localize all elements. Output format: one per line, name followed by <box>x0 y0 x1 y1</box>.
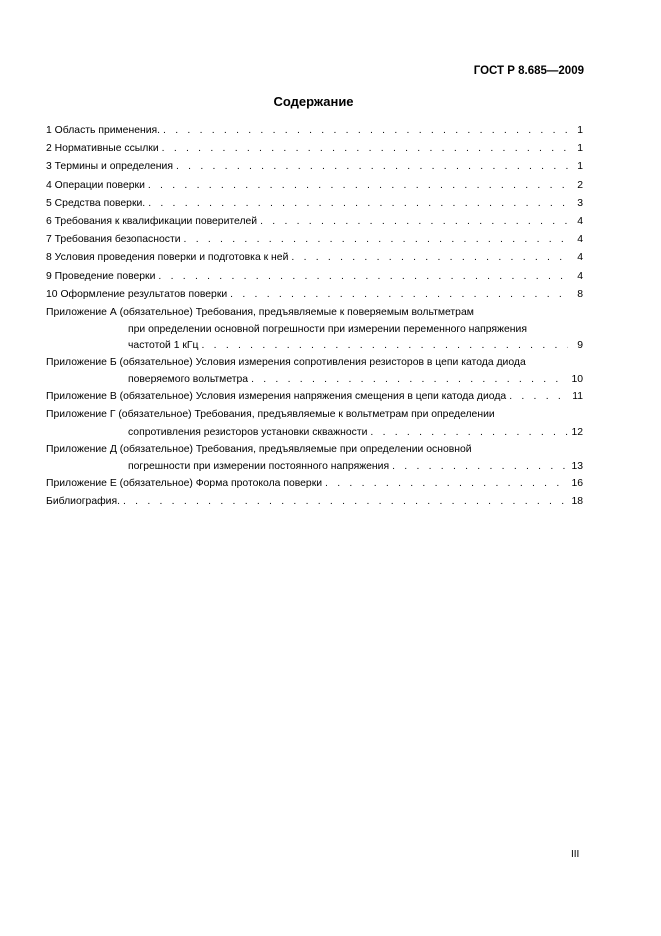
toc-leader-dots <box>392 459 568 475</box>
toc-title: Содержание <box>273 94 354 109</box>
toc-page-number: 4 <box>577 215 583 227</box>
toc-leader-dots <box>230 286 568 304</box>
toc-leader-dots <box>176 158 568 176</box>
toc-entry-text: Приложение А (обязательное) Требования, предъявляемые к поверяемым вольтметрам <box>46 306 474 318</box>
toc-leader-dots <box>201 338 568 354</box>
toc-entry-text: Приложение В (обязательное) Условия измерения напряжения смещения в цепи катода диода <box>46 391 507 403</box>
toc-leader-dots <box>509 388 568 406</box>
toc-leader-dots <box>163 122 568 140</box>
page-number: III <box>571 849 580 860</box>
toc-entry <box>46 213 583 231</box>
toc-leader-dots <box>291 249 568 267</box>
toc-page-number: 1 <box>577 143 583 155</box>
toc-leader-dots <box>370 425 568 441</box>
toc-entry <box>46 249 583 267</box>
toc-entry <box>46 441 583 475</box>
toc-entry <box>46 140 583 158</box>
toc-entry-text: 7 Требования безопасности <box>46 234 181 246</box>
toc-leader-dots <box>148 195 568 213</box>
toc-page-number: 18 <box>571 496 583 507</box>
toc-leader-dots <box>260 213 568 231</box>
toc-entry <box>46 406 583 440</box>
toc-page-number: 8 <box>577 288 583 300</box>
toc-entry-text: сопротивления резисторов установки скважности <box>128 426 368 438</box>
toc-entry <box>46 158 583 176</box>
toc-entry <box>46 286 583 304</box>
toc-entry <box>46 231 583 249</box>
toc-page-number: 16 <box>571 477 583 489</box>
toc-page-number: 12 <box>571 426 583 438</box>
toc-entry-text: 10 Оформление результатов поверки <box>46 288 228 300</box>
document-code: ГОСТ Р 8.685—2009 <box>473 65 584 77</box>
toc-entry <box>46 493 583 511</box>
toc-entry <box>46 354 583 388</box>
toc-entry <box>46 195 583 213</box>
toc-entry <box>46 122 583 140</box>
toc-entry-text: Приложение Е (обязательное) Форма протокола поверки <box>46 477 323 489</box>
toc-entry <box>46 388 583 406</box>
toc-entry <box>46 475 583 493</box>
toc-entry-text: Приложение Д (обязательное) Требования, предъявляемые при определении основной <box>46 443 472 455</box>
toc-page-number: 4 <box>577 252 583 264</box>
toc-entry-text: частотой 1 кГц <box>128 340 199 352</box>
toc-page-number: 1 <box>577 161 583 173</box>
toc-entry-text: погрешности при измерении постоянного напряжения <box>128 460 390 472</box>
toc-page-number: 4 <box>577 234 583 246</box>
toc-entry-text: Библиография. <box>46 496 120 507</box>
toc-page-number: 2 <box>577 179 583 191</box>
toc-leader-dots <box>148 177 568 195</box>
toc-entry-text: 4 Операции поверки <box>46 179 145 191</box>
toc-entry-text: 9 Проведение поверки <box>46 270 156 282</box>
toc-entry-text: Приложение Г (обязательное) Требования, предъявляемые к вольтметрам при определении <box>46 409 495 421</box>
toc-entry-text: при определении основной погрешности при измерении переменного напряжения <box>128 324 527 336</box>
toc-entry-text: Приложение Б (обязательное) Условия измерения сопротивления резисторов в цепи катода диода <box>46 357 526 369</box>
toc-entry-text: 1 Область применения. <box>46 125 161 136</box>
toc-leader-dots <box>184 231 568 249</box>
toc-entry-text: поверяемого вольтметра <box>128 374 249 386</box>
toc-page-number: 11 <box>572 391 583 403</box>
toc-page-number: 9 <box>577 340 583 352</box>
toc-entry <box>46 268 583 286</box>
toc-leader-dots <box>158 268 568 286</box>
toc-entry-text: 6 Требования к квалификации поверителей <box>46 215 258 227</box>
toc-leader-dots <box>123 493 568 511</box>
toc-page-number: 4 <box>577 270 583 282</box>
toc-entry <box>46 177 583 195</box>
toc-entry-text: 3 Термины и определения <box>46 161 173 173</box>
toc-page-number: 13 <box>571 460 583 472</box>
toc-entry-text: 5 Средства поверки. <box>46 197 146 209</box>
toc-entry-text: 8 Условия проведения поверки и подготовка к ней <box>46 252 289 264</box>
toc-entry-text: 2 Нормативные ссылки <box>46 143 159 155</box>
toc-leader-dots <box>251 372 568 388</box>
toc-page-number: 3 <box>577 197 583 209</box>
toc-page-number: 1 <box>577 125 583 136</box>
table-of-contents <box>46 122 583 511</box>
toc-leader-dots <box>162 140 568 158</box>
toc-page-number: 10 <box>571 374 583 386</box>
toc-entry <box>46 304 583 354</box>
toc-leader-dots <box>325 475 568 493</box>
